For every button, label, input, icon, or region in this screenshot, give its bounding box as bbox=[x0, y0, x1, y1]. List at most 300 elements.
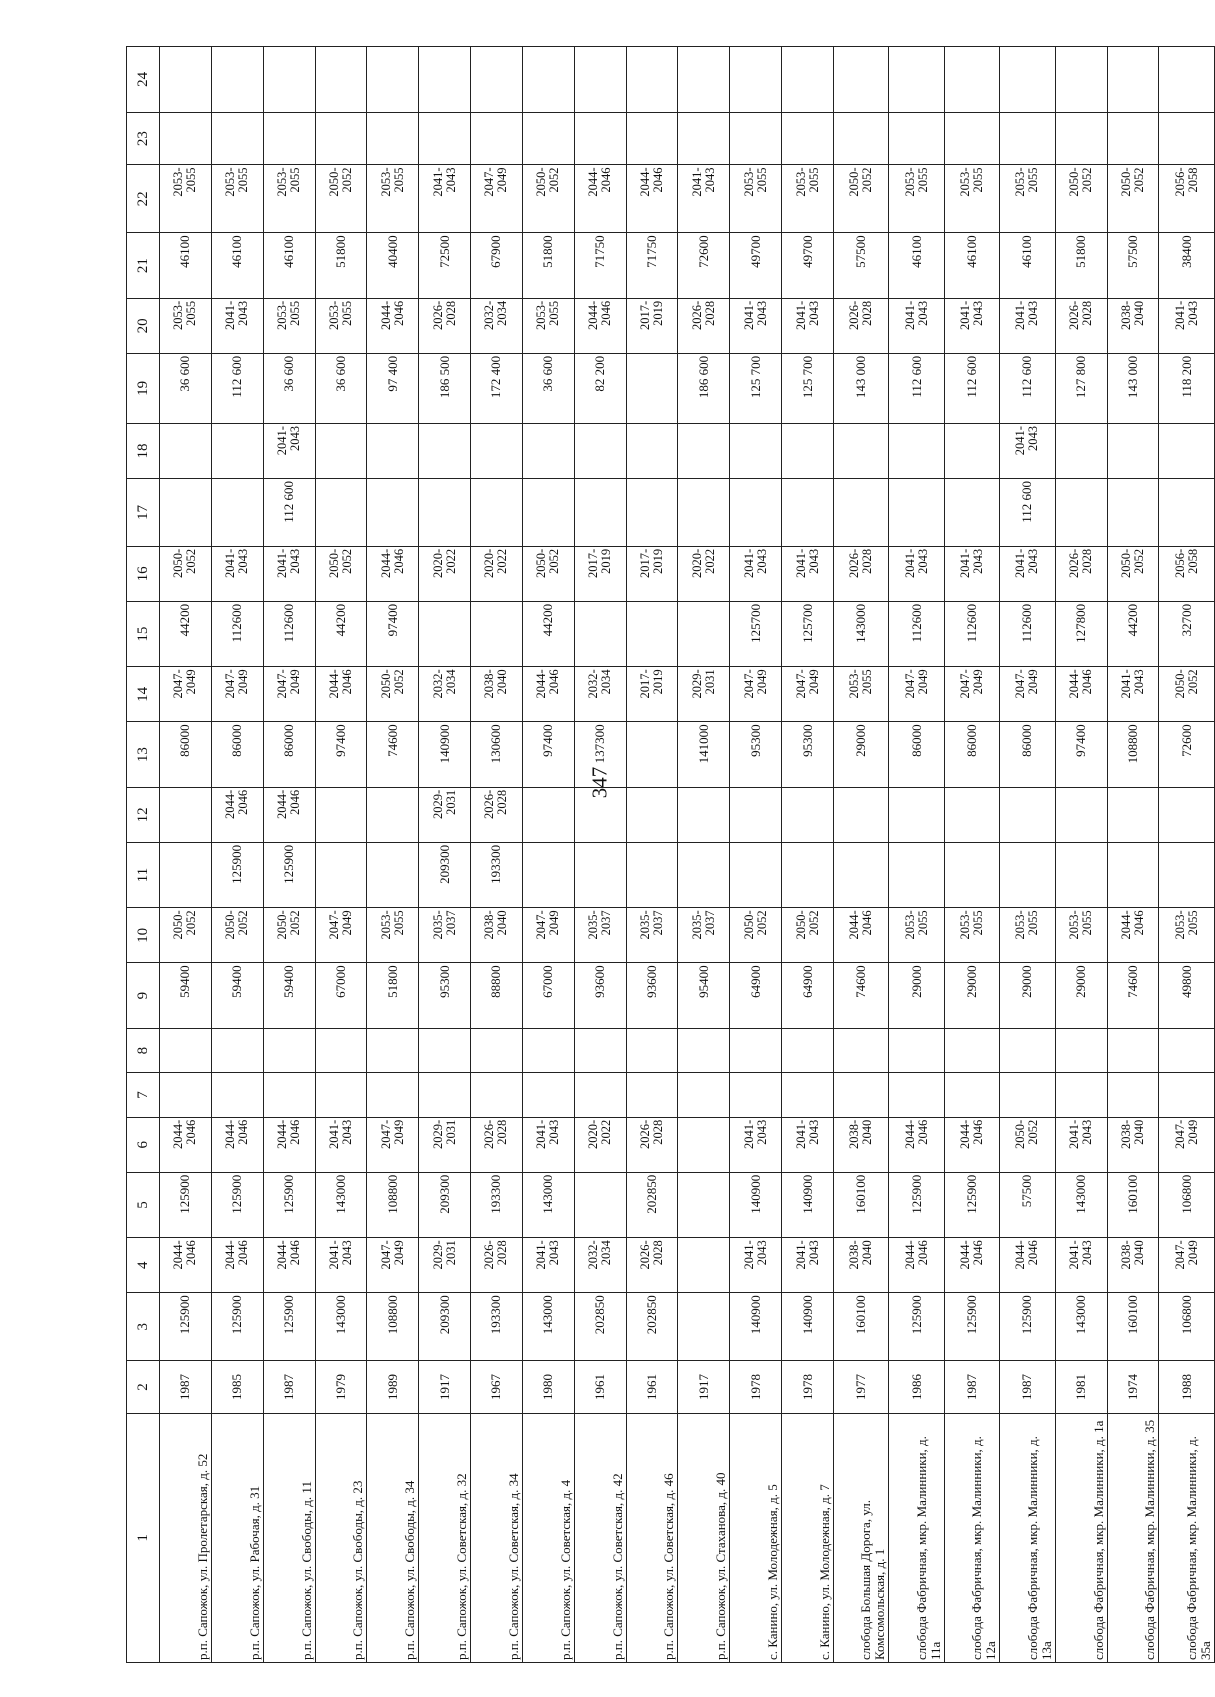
cost-cell bbox=[1159, 1028, 1215, 1072]
cost-cell: 95300 bbox=[782, 722, 834, 788]
build-year-cell: 1987 bbox=[160, 1361, 212, 1414]
cost-cell: 86000 bbox=[211, 722, 263, 788]
table-row bbox=[626, 47, 678, 1663]
cost-cell: 88800 bbox=[471, 963, 523, 1029]
cost-cell: 186 600 bbox=[678, 353, 730, 423]
cost-cell bbox=[263, 1073, 315, 1117]
period-cell: 2041- 2043 bbox=[889, 298, 944, 353]
cost-cell bbox=[889, 47, 944, 113]
cost-cell: 72600 bbox=[678, 233, 730, 299]
cost-cell: 64900 bbox=[782, 963, 834, 1029]
address-cell: р.п. Сапожок, ул. Пролетарская, д. 52 bbox=[160, 1413, 212, 1662]
cost-cell bbox=[678, 47, 730, 113]
cost-cell bbox=[1000, 1028, 1055, 1072]
cost-cell bbox=[1055, 112, 1107, 165]
build-year-cell: 1967 bbox=[471, 1361, 523, 1414]
table-row bbox=[1055, 47, 1107, 1663]
period-cell: 2050- 2052 bbox=[1055, 165, 1107, 233]
address-cell: слобода Фабричная, мкр. Малинники, д. 35 bbox=[1107, 1413, 1159, 1662]
period-cell: 2053- 2055 bbox=[160, 165, 212, 233]
cost-cell bbox=[1000, 112, 1055, 165]
cost-cell bbox=[160, 424, 212, 479]
period-cell: 2044- 2046 bbox=[263, 1238, 315, 1293]
cost-cell bbox=[263, 112, 315, 165]
address-cell: слобода Фабричная, мкр. Малинники, д. 13а bbox=[1000, 1413, 1055, 1662]
cost-cell: 95300 bbox=[730, 722, 782, 788]
cost-cell bbox=[730, 1028, 782, 1072]
build-year-cell: 1917 bbox=[678, 1361, 730, 1414]
cost-cell bbox=[678, 787, 730, 842]
period-cell: 2044- 2046 bbox=[889, 1238, 944, 1293]
period-cell: 2035- 2037 bbox=[626, 908, 678, 963]
cost-cell bbox=[1107, 842, 1159, 908]
build-year-cell: 1979 bbox=[315, 1361, 367, 1414]
period-cell: 2041- 2043 bbox=[730, 1238, 782, 1293]
cost-cell bbox=[1055, 842, 1107, 908]
cost-cell: 86000 bbox=[160, 722, 212, 788]
cost-cell bbox=[944, 842, 999, 908]
period-cell: 2041- 2043 bbox=[944, 298, 999, 353]
cost-cell bbox=[574, 787, 626, 842]
cost-cell bbox=[1107, 479, 1159, 547]
column-header: 2 bbox=[127, 1361, 160, 1414]
period-cell: 2044- 2046 bbox=[211, 1238, 263, 1293]
table-row bbox=[730, 47, 782, 1663]
cost-cell: 44200 bbox=[522, 601, 574, 667]
period-cell: 2050- 2052 bbox=[160, 908, 212, 963]
cost-cell bbox=[367, 479, 419, 547]
cost-cell: 160100 bbox=[833, 1293, 888, 1361]
cost-cell: 160100 bbox=[1107, 1293, 1159, 1361]
cost-cell bbox=[160, 1073, 212, 1117]
cost-cell bbox=[1107, 1028, 1159, 1072]
cost-cell bbox=[782, 47, 834, 113]
period-cell: 2047- 2049 bbox=[944, 667, 999, 722]
cost-cell bbox=[626, 842, 678, 908]
period-cell: 2029- 2031 bbox=[678, 667, 730, 722]
cost-cell bbox=[367, 1073, 419, 1117]
address-cell: слобода Фабричная, мкр. Малинники, д. 11а bbox=[889, 1413, 944, 1662]
period-cell: 2047- 2049 bbox=[367, 1117, 419, 1172]
address-cell: р.п. Сапожок, ул. Советская, д. 46 bbox=[626, 1413, 678, 1662]
period-cell: 2050- 2052 bbox=[315, 165, 367, 233]
period-cell: 2053- 2055 bbox=[263, 298, 315, 353]
column-header: 3 bbox=[127, 1293, 160, 1361]
cost-cell: 49800 bbox=[1159, 963, 1215, 1029]
cost-cell bbox=[522, 479, 574, 547]
cost-cell bbox=[419, 1028, 471, 1072]
cost-cell: 29000 bbox=[889, 963, 944, 1029]
cost-cell: 97400 bbox=[1055, 722, 1107, 788]
cost-cell bbox=[574, 1172, 626, 1238]
cost-cell bbox=[626, 787, 678, 842]
cost-cell: 112 600 bbox=[211, 353, 263, 423]
table-row bbox=[471, 47, 523, 1663]
cost-cell bbox=[419, 424, 471, 479]
cost-cell bbox=[1107, 112, 1159, 165]
cost-cell: 59400 bbox=[263, 963, 315, 1029]
cost-cell: 57500 bbox=[833, 233, 888, 299]
period-cell: 2044- 2046 bbox=[211, 787, 263, 842]
cost-cell: 36 600 bbox=[522, 353, 574, 423]
cost-cell: 44200 bbox=[160, 601, 212, 667]
cost-cell bbox=[315, 1028, 367, 1072]
period-cell: 2032- 2034 bbox=[574, 1238, 626, 1293]
period-cell: 2050- 2052 bbox=[1107, 165, 1159, 233]
cost-cell: 125900 bbox=[944, 1293, 999, 1361]
cost-cell bbox=[678, 479, 730, 547]
cost-cell bbox=[678, 1238, 730, 1293]
address-cell: р.п. Сапожок, ул. Свободы, д. 34 bbox=[367, 1413, 419, 1662]
period-cell: 2044- 2046 bbox=[160, 1117, 212, 1172]
period-cell: 2053- 2055 bbox=[782, 165, 834, 233]
cost-cell bbox=[419, 47, 471, 113]
cost-cell: 127800 bbox=[1055, 601, 1107, 667]
cost-cell: 160100 bbox=[1107, 1172, 1159, 1238]
cost-cell: 49700 bbox=[782, 233, 834, 299]
address-cell: р.п. Сапожок, ул. Стаханова, д. 40 bbox=[678, 1413, 730, 1662]
period-cell: 2053- 2055 bbox=[1000, 908, 1055, 963]
period-cell: 2020- 2022 bbox=[471, 546, 523, 601]
period-cell: 2041- 2043 bbox=[889, 546, 944, 601]
cost-cell bbox=[678, 1117, 730, 1172]
table-row bbox=[522, 47, 574, 1663]
cost-cell: 29000 bbox=[1000, 963, 1055, 1029]
cost-cell bbox=[1055, 47, 1107, 113]
cost-cell bbox=[315, 842, 367, 908]
cost-cell bbox=[833, 47, 888, 113]
cost-cell bbox=[1159, 1073, 1215, 1117]
cost-cell bbox=[160, 1028, 212, 1072]
cost-cell bbox=[730, 787, 782, 842]
cost-cell bbox=[678, 112, 730, 165]
cost-cell: 95300 bbox=[419, 963, 471, 1029]
cost-cell bbox=[522, 424, 574, 479]
cost-cell bbox=[211, 1073, 263, 1117]
period-cell: 2041- 2043 bbox=[522, 1238, 574, 1293]
cost-cell bbox=[315, 47, 367, 113]
cost-cell bbox=[944, 112, 999, 165]
period-cell: 2047- 2049 bbox=[730, 667, 782, 722]
cost-cell bbox=[1159, 842, 1215, 908]
table-row bbox=[1159, 47, 1215, 1663]
column-header: 22 bbox=[127, 165, 160, 233]
period-cell: 2041- 2043 bbox=[1000, 298, 1055, 353]
cost-cell bbox=[626, 112, 678, 165]
period-cell: 2044- 2046 bbox=[574, 165, 626, 233]
cost-cell: 29000 bbox=[944, 963, 999, 1029]
cost-cell bbox=[522, 47, 574, 113]
cost-cell bbox=[944, 424, 999, 479]
build-year-cell: 1917 bbox=[419, 1361, 471, 1414]
period-cell: 2047- 2049 bbox=[471, 165, 523, 233]
column-header: 14 bbox=[127, 667, 160, 722]
cost-cell: 97400 bbox=[315, 722, 367, 788]
build-year-cell: 1978 bbox=[782, 1361, 834, 1414]
cost-cell bbox=[626, 722, 678, 788]
cost-cell: 186 500 bbox=[419, 353, 471, 423]
cost-cell bbox=[471, 47, 523, 113]
build-year-cell: 1961 bbox=[574, 1361, 626, 1414]
cost-cell: 140900 bbox=[782, 1172, 834, 1238]
cost-cell bbox=[833, 842, 888, 908]
cost-cell bbox=[574, 424, 626, 479]
cost-cell bbox=[626, 353, 678, 423]
cost-cell bbox=[1055, 479, 1107, 547]
build-year-cell: 1961 bbox=[626, 1361, 678, 1414]
period-cell: 2047- 2049 bbox=[1159, 1238, 1215, 1293]
cost-cell: 67000 bbox=[315, 963, 367, 1029]
period-cell: 2041- 2043 bbox=[263, 424, 315, 479]
cost-cell: 71750 bbox=[574, 233, 626, 299]
period-cell: 2053- 2055 bbox=[1055, 908, 1107, 963]
cost-cell: 143000 bbox=[315, 1293, 367, 1361]
period-cell: 2026- 2028 bbox=[626, 1238, 678, 1293]
period-cell: 2026- 2028 bbox=[1055, 298, 1107, 353]
cost-cell bbox=[419, 1073, 471, 1117]
period-cell: 2050- 2052 bbox=[315, 546, 367, 601]
cost-cell bbox=[833, 424, 888, 479]
period-cell: 2053- 2055 bbox=[944, 908, 999, 963]
cost-cell: 193300 bbox=[471, 1172, 523, 1238]
cost-cell bbox=[263, 1028, 315, 1072]
period-cell: 2017- 2019 bbox=[626, 667, 678, 722]
table-row bbox=[678, 47, 730, 1663]
cost-cell: 125900 bbox=[263, 1172, 315, 1238]
period-cell: 2050- 2052 bbox=[211, 908, 263, 963]
address-cell: р.п. Сапожок, ул. Свободы, д. 11 bbox=[263, 1413, 315, 1662]
period-cell: 2029- 2031 bbox=[419, 1117, 471, 1172]
period-cell: 2041- 2043 bbox=[211, 298, 263, 353]
period-cell: 2041- 2043 bbox=[782, 546, 834, 601]
cost-cell bbox=[367, 112, 419, 165]
period-cell: 2041- 2043 bbox=[315, 1238, 367, 1293]
cost-cell bbox=[160, 842, 212, 908]
cost-cell bbox=[626, 47, 678, 113]
cost-cell: 125900 bbox=[160, 1172, 212, 1238]
address-cell: р.п. Сапожок, ул. Советская, д. 42 bbox=[574, 1413, 626, 1662]
cost-cell: 202850 bbox=[574, 1293, 626, 1361]
cost-cell bbox=[626, 1073, 678, 1117]
cost-cell: 67000 bbox=[522, 963, 574, 1029]
cost-cell bbox=[367, 47, 419, 113]
period-cell: 2041- 2043 bbox=[1107, 667, 1159, 722]
cost-cell bbox=[1055, 1028, 1107, 1072]
cost-cell: 108800 bbox=[367, 1172, 419, 1238]
cost-cell: 59400 bbox=[211, 963, 263, 1029]
cost-cell bbox=[678, 424, 730, 479]
cost-cell bbox=[1055, 787, 1107, 842]
cost-cell: 125700 bbox=[730, 601, 782, 667]
build-year-cell: 1988 bbox=[1159, 1361, 1215, 1414]
period-cell: 2044- 2046 bbox=[889, 1117, 944, 1172]
cost-cell: 86000 bbox=[1000, 722, 1055, 788]
period-cell: 2053- 2055 bbox=[315, 298, 367, 353]
period-cell: 2047- 2049 bbox=[522, 908, 574, 963]
period-cell: 2053- 2055 bbox=[1000, 165, 1055, 233]
cost-cell bbox=[471, 112, 523, 165]
period-cell: 2050- 2052 bbox=[160, 546, 212, 601]
cost-cell: 112600 bbox=[889, 601, 944, 667]
cost-cell: 202850 bbox=[626, 1293, 678, 1361]
period-cell: 2041- 2043 bbox=[315, 1117, 367, 1172]
cost-cell bbox=[626, 1028, 678, 1072]
column-header: 7 bbox=[127, 1073, 160, 1117]
cost-cell: 112 600 bbox=[1000, 479, 1055, 547]
address-cell: слобода Большая Дорога, ул. Комсомольская, д. 1 bbox=[833, 1413, 888, 1662]
cost-cell: 130600 bbox=[471, 722, 523, 788]
period-cell: 2050- 2052 bbox=[263, 908, 315, 963]
cost-cell: 140900 bbox=[419, 722, 471, 788]
cost-cell bbox=[574, 1028, 626, 1072]
cost-cell: 59400 bbox=[160, 963, 212, 1029]
table-container bbox=[126, 46, 1215, 1663]
cost-cell bbox=[211, 47, 263, 113]
cost-cell bbox=[730, 424, 782, 479]
cost-cell: 209300 bbox=[419, 1172, 471, 1238]
cost-cell bbox=[471, 479, 523, 547]
cost-cell bbox=[1159, 424, 1215, 479]
cost-cell bbox=[315, 112, 367, 165]
address-cell: р.п. Сапожок, ул. Советская, д. 34 bbox=[471, 1413, 523, 1662]
cost-cell: 86000 bbox=[944, 722, 999, 788]
build-year-cell: 1989 bbox=[367, 1361, 419, 1414]
period-cell: 2056- 2058 bbox=[1159, 165, 1215, 233]
build-year-cell: 1981 bbox=[1055, 1361, 1107, 1414]
cost-cell bbox=[889, 112, 944, 165]
cost-cell: 125 700 bbox=[782, 353, 834, 423]
column-header: 11 bbox=[127, 842, 160, 908]
period-cell: 2026- 2028 bbox=[833, 298, 888, 353]
cost-cell bbox=[782, 112, 834, 165]
period-cell: 2053- 2055 bbox=[263, 165, 315, 233]
period-cell: 2032- 2034 bbox=[471, 298, 523, 353]
address-cell: с. Канино, ул. Молодежная, д. 7 bbox=[782, 1413, 834, 1662]
cost-cell bbox=[833, 479, 888, 547]
period-cell: 2050- 2052 bbox=[782, 908, 834, 963]
cost-cell: 46100 bbox=[889, 233, 944, 299]
cost-cell bbox=[1000, 787, 1055, 842]
cost-cell: 46100 bbox=[160, 233, 212, 299]
table-row bbox=[833, 47, 888, 1663]
period-cell: 2032- 2034 bbox=[419, 667, 471, 722]
address-cell: слобода Фабричная, мкр. Малинники, д. 35а bbox=[1159, 1413, 1215, 1662]
cost-cell: 112600 bbox=[263, 601, 315, 667]
period-cell: 2041- 2043 bbox=[1055, 1117, 1107, 1172]
cost-cell bbox=[833, 1073, 888, 1117]
table-row bbox=[1107, 47, 1159, 1663]
period-cell: 2044- 2046 bbox=[944, 1238, 999, 1293]
cost-cell: 93600 bbox=[626, 963, 678, 1029]
period-cell: 2041- 2043 bbox=[782, 298, 834, 353]
column-header: 17 bbox=[127, 479, 160, 547]
cost-cell: 51800 bbox=[1055, 233, 1107, 299]
period-cell: 2035- 2037 bbox=[419, 908, 471, 963]
period-cell: 2047- 2049 bbox=[211, 667, 263, 722]
period-cell: 2044- 2046 bbox=[263, 1117, 315, 1172]
period-cell: 2041- 2043 bbox=[1055, 1238, 1107, 1293]
cost-cell: 46100 bbox=[1000, 233, 1055, 299]
cost-cell bbox=[833, 112, 888, 165]
cost-cell: 125900 bbox=[1000, 1293, 1055, 1361]
cost-cell bbox=[574, 479, 626, 547]
build-year-cell: 1974 bbox=[1107, 1361, 1159, 1414]
table-row bbox=[160, 47, 212, 1663]
cost-cell: 95400 bbox=[678, 963, 730, 1029]
cost-cell bbox=[1055, 1073, 1107, 1117]
period-cell: 2026- 2028 bbox=[471, 787, 523, 842]
address-cell: р.п. Сапожок, ул. Советская, д. 32 bbox=[419, 1413, 471, 1662]
period-cell: 2053- 2055 bbox=[160, 298, 212, 353]
period-cell: 2050- 2052 bbox=[730, 908, 782, 963]
cost-cell bbox=[522, 1073, 574, 1117]
column-header: 12 bbox=[127, 787, 160, 842]
period-cell: 2050- 2052 bbox=[1107, 546, 1159, 601]
period-cell: 2044- 2046 bbox=[315, 667, 367, 722]
build-year-cell: 1987 bbox=[1000, 1361, 1055, 1414]
cost-cell bbox=[1107, 47, 1159, 113]
cost-cell: 127 800 bbox=[1055, 353, 1107, 423]
period-cell: 2017- 2019 bbox=[574, 546, 626, 601]
table-body bbox=[160, 47, 1215, 1663]
cost-cell: 44200 bbox=[315, 601, 367, 667]
cost-cell: 51800 bbox=[522, 233, 574, 299]
address-cell: р.п. Сапожок, ул. Свободы, д. 23 bbox=[315, 1413, 367, 1662]
cost-cell bbox=[730, 479, 782, 547]
cost-cell: 29000 bbox=[1055, 963, 1107, 1029]
column-number-row bbox=[127, 47, 160, 1663]
period-cell: 2026- 2028 bbox=[419, 298, 471, 353]
period-cell: 2053- 2055 bbox=[367, 165, 419, 233]
cost-cell bbox=[574, 112, 626, 165]
cost-cell: 97 400 bbox=[367, 353, 419, 423]
cost-cell: 74600 bbox=[367, 722, 419, 788]
period-cell: 2041- 2043 bbox=[782, 1238, 834, 1293]
cost-cell: 193300 bbox=[471, 842, 523, 908]
cost-cell bbox=[471, 601, 523, 667]
cost-cell: 97400 bbox=[522, 722, 574, 788]
cost-cell: 143000 bbox=[522, 1293, 574, 1361]
page-number: 347 bbox=[587, 766, 612, 799]
table-row bbox=[1000, 47, 1055, 1663]
cost-cell bbox=[1159, 47, 1215, 113]
period-cell: 2053- 2055 bbox=[889, 908, 944, 963]
cost-cell: 86000 bbox=[889, 722, 944, 788]
address-cell: слобода Фабричная, мкр. Малинники, д. 12а bbox=[944, 1413, 999, 1662]
cost-cell bbox=[522, 787, 574, 842]
period-cell: 2044- 2046 bbox=[211, 1117, 263, 1172]
period-cell: 2041- 2043 bbox=[419, 165, 471, 233]
cost-cell: 74600 bbox=[1107, 963, 1159, 1029]
cost-cell: 143000 bbox=[1055, 1293, 1107, 1361]
period-cell: 2047- 2049 bbox=[1159, 1117, 1215, 1172]
period-cell: 2050- 2052 bbox=[367, 667, 419, 722]
column-header: 23 bbox=[127, 112, 160, 165]
cost-cell: 137300 bbox=[574, 722, 626, 788]
period-cell: 2044- 2046 bbox=[367, 298, 419, 353]
cost-cell bbox=[160, 47, 212, 113]
cost-cell bbox=[574, 47, 626, 113]
cost-cell bbox=[678, 842, 730, 908]
cost-cell: 57500 bbox=[1000, 1172, 1055, 1238]
cost-cell: 51800 bbox=[367, 963, 419, 1029]
cost-cell: 106800 bbox=[1159, 1293, 1215, 1361]
cost-cell: 112 600 bbox=[263, 479, 315, 547]
cost-cell bbox=[211, 1028, 263, 1072]
period-cell: 2047- 2049 bbox=[1000, 667, 1055, 722]
cost-cell: 72500 bbox=[419, 233, 471, 299]
cost-cell bbox=[1000, 842, 1055, 908]
